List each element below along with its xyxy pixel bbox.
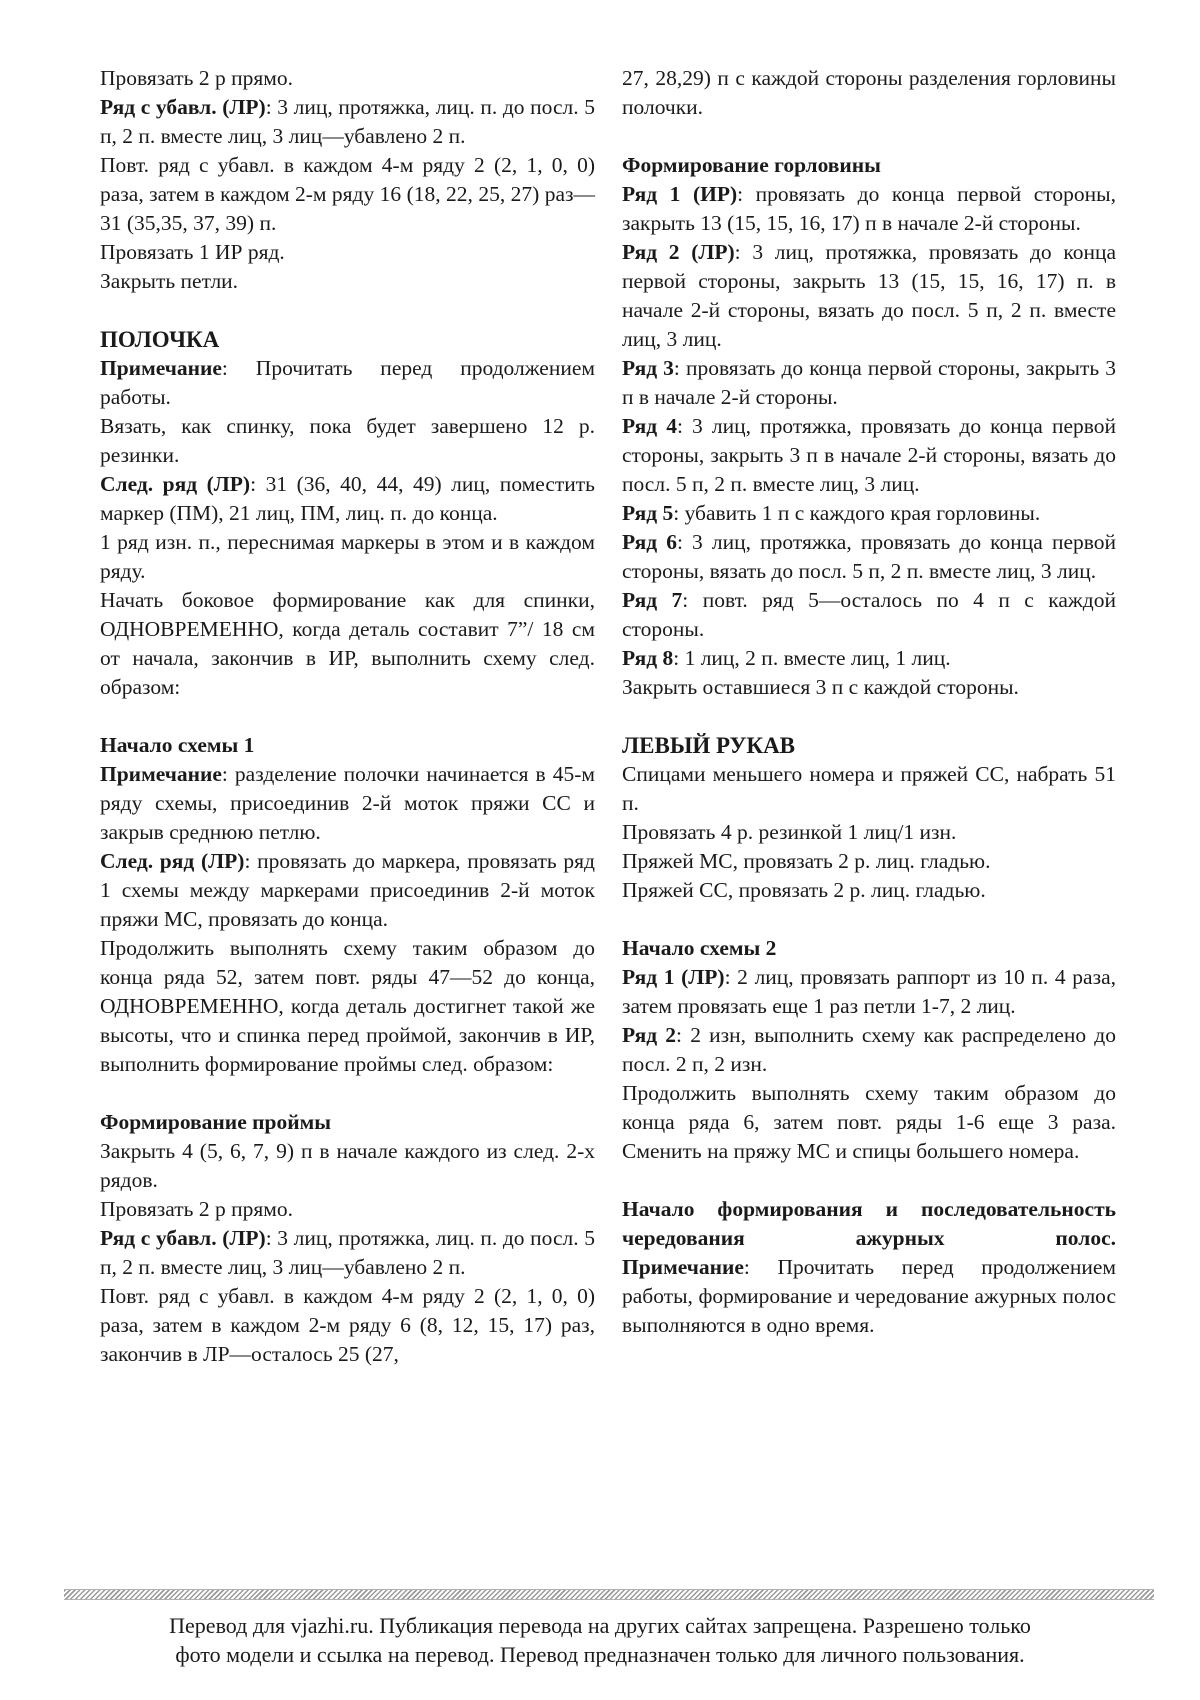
paragraph (622, 1253, 1116, 1340)
spacer (622, 905, 1116, 934)
paragraph: Провязать 1 ИР ряд. (100, 240, 285, 264)
footer-divider (64, 1589, 1154, 1600)
row-label: След. ряд (ЛР) (100, 849, 245, 873)
paragraph (622, 586, 1116, 644)
subheading-neckline: Формирование горловины (622, 153, 881, 177)
row-label: Ряд 8 (622, 646, 674, 670)
paragraph (100, 1224, 595, 1282)
paragraph: Пряжей МС, провязать 2 р. лиц. гладью. (622, 849, 991, 873)
row-label: Ряд 6 (622, 530, 677, 554)
paragraph (622, 644, 1116, 673)
row-text: : провязать до маркера, провязать ряд 1 схемы между маркерами присоединив 2-й моток пряжи МС, провязать до конца. (100, 849, 595, 931)
paragraph: Пряжей СС, провязать 2 р. лиц. гладью. (622, 878, 986, 902)
row-text: : 3 лиц, протяжка, провязать до конца первой стороны, закрыть 3 п в начале 2-й стороны, вязать до посл. 5 п, 2 п. вместе лиц, 3 лиц. (622, 414, 1116, 496)
row-text: : 3 лиц, протяжка, провязать до конца первой стороны, закрыть 13 (15, 15, 16, 17) п. в начале 2-й стороны, вязать до посл. 5 п, 2 п. вместе лиц, 3 лиц. (622, 240, 1116, 351)
spacer (100, 702, 595, 731)
row-label: Ряд 2 (ЛР) (622, 240, 735, 264)
note-label: Примечание (622, 1255, 744, 1279)
row-text: : 3 лиц, протяжка, лиц. п. до посл. 5 п, 2 п. вместе лиц, 3 лиц—убавлено 2 п. (100, 95, 595, 148)
paragraph: Закрыть оставшиеся 3 п с каждой стороны. (622, 675, 1019, 699)
spacer (100, 1079, 595, 1108)
paragraph: 27, 28,29) п с каждой стороны разделения горловины полочки. (622, 66, 1116, 119)
spacer (622, 1166, 1116, 1195)
paragraph (100, 760, 595, 847)
paragraph: Закрыть 4 (5, 6, 7, 9) п в начале каждого из след. 2-х рядов. (100, 1139, 595, 1192)
row-label: Ряд 4 (622, 414, 677, 438)
section-heading-polochka: ПОЛОЧКА (100, 327, 220, 352)
note-text: : Прочитать перед продолжением работы, формирование и чередование ажурных полос выполняются в одно время. (622, 1255, 1116, 1337)
row-text: : повт. ряд 5—осталось по 4 п с каждой стороны. (622, 588, 1116, 641)
paragraph (100, 470, 595, 528)
row-text: : 1 лиц, 2 п. вместе лиц, 1 лиц. (673, 646, 951, 670)
spacer (622, 122, 1116, 151)
row-label: Ряд 7 (622, 588, 683, 612)
note-text: : Прочитать перед продолжением работы. (100, 356, 595, 409)
row-label: Ряд 5 (622, 501, 674, 525)
paragraph (622, 1021, 1116, 1079)
subheading-shaping-sequence: Начало формирования и последовательность чередования ажурных полос. (622, 1197, 1116, 1250)
row-label: Ряд 3 (622, 356, 674, 380)
subheading-scheme-1: Начало схемы 1 (100, 733, 255, 757)
footer-notice (40, 1611, 1160, 1669)
footer-line: Перевод для vjazhi.ru. Публикация перевода на других сайтах запрещена. Разрешено только (169, 1613, 1031, 1638)
paragraph: 1 ряд изн. п., переснимая маркеры в этом и в каждом ряду. (100, 530, 595, 583)
paragraph: Начать боковое формирование как для спинки, ОДНОВРЕМЕННО, когда деталь составит 7”/ 18 см от начала, закончив в ИР, выполнить схему след. образом: (100, 588, 595, 699)
paragraph (622, 412, 1116, 499)
paragraph: Закрыть петли. (100, 269, 239, 293)
paragraph (622, 180, 1116, 238)
row-text: : убавить 1 п с каждого края горловины. (673, 501, 1041, 525)
row-label: Ряд 1 (ЛР) (622, 965, 725, 989)
paragraph: Повт. ряд с убавл. в каждом 4-м ряду 2 (2, 1, 0, 0) раза, затем в каждом 2-м ряду 6 (8, 12, 15, 17) раз, закончив в ЛР—осталось 25 (27, (100, 1284, 595, 1366)
row-text: : провязать до конца первой стороны, закрыть 3 п в начале 2-й стороны. (622, 356, 1116, 409)
paragraph: Провязать 2 р прямо. (100, 1197, 293, 1221)
paragraph (622, 499, 1116, 528)
paragraph (100, 354, 595, 412)
paragraph (622, 528, 1116, 586)
row-text: : 31 (36, 40, 44, 49) лиц, поместить маркер (ПМ), 21 лиц, ПМ, лиц. п. до конца. (100, 472, 595, 525)
left-column (100, 64, 595, 1369)
row-label: Ряд 2 (622, 1023, 677, 1047)
row-text: : 3 лиц, протяжка, лиц. п. до посл. 5 п, 2 п. вместе лиц, 3 лиц—убавлено 2 п. (100, 1226, 595, 1279)
spacer (622, 702, 1116, 731)
paragraph (622, 963, 1116, 1021)
row-text: : 2 изн, выполнить схему как распределено до посл. 2 п, 2 изн. (622, 1023, 1116, 1076)
row-text: : 2 лиц, провязать раппорт из 10 п. 4 раза, затем провязать еще 1 раз петли 1-7, 2 лиц. (622, 965, 1117, 1018)
paragraph: Повт. ряд с убавл. в каждом 4-м ряду 2 (2, 1, 0, 0) раза, затем в каждом 2-м ряду 16 (18, 22, 25, 27) раз—31 (35,35, 37, 39) п. (100, 153, 595, 235)
paragraph: Вязать, как спинку, пока будет завершено 12 р. резинки. (100, 414, 595, 467)
row-text: : провязать до конца первой стороны, закрыть 13 (15, 15, 16, 17) п в начале 2-й стороны. (622, 182, 1116, 235)
row-label: Ряд 1 (ИР) (622, 182, 738, 206)
subheading-armhole: Формирование проймы (100, 1110, 332, 1134)
row-label: След. ряд (ЛР) (100, 472, 251, 496)
note-text: : разделение полочки начинается в 45-м ряду схемы, присоединив 2-й моток пряжи СС и закрыв среднюю петлю. (100, 762, 595, 844)
paragraph: Продолжить выполнять схему таким образом до конца ряда 52, затем повт. ряды 47—52 до конца, ОДНОВРЕМЕННО, когда деталь достигнет такой же высоты, что и спинка перед проймой, закончив в ИР, выполнить формирование проймы след. образом: (100, 936, 595, 1076)
section-heading-left-sleeve: ЛЕВЫЙ РУКАВ (622, 733, 796, 758)
paragraph: Провязать 2 р прямо. (100, 66, 293, 90)
row-text: : 3 лиц, протяжка, провязать до конца первой стороны, вязать до посл. 5 п, 2 п. вместе лиц, 3 лиц. (622, 530, 1116, 583)
row-label: Ряд с убавл. (ЛР) (100, 1226, 266, 1250)
footer-line: фото модели и ссылка на перевод. Перевод предназначен только для личного пользования. (175, 1642, 1025, 1667)
paragraph (622, 238, 1116, 354)
paragraph: Провязать 4 р. резинкой 1 лиц/1 изн. (622, 820, 957, 844)
paragraph (100, 93, 595, 151)
paragraph (100, 847, 595, 934)
paragraph: Спицами меньшего номера и пряжей СС, набрать 51 п. (622, 762, 1116, 815)
note-label: Примечание (100, 762, 222, 786)
subheading-scheme-2: Начало схемы 2 (622, 936, 777, 960)
paragraph (622, 354, 1116, 412)
paragraph: Продолжить выполнять схему таким образом до конца ряда 6, затем повт. ряды 1-6 еще 3 раза. Сменить на пряжу МС и спицы большего номера. (622, 1081, 1116, 1163)
right-column (622, 64, 1116, 1340)
spacer (100, 296, 595, 325)
row-label: Ряд с убавл. (ЛР) (100, 95, 266, 119)
note-label: Примечание (100, 356, 222, 380)
